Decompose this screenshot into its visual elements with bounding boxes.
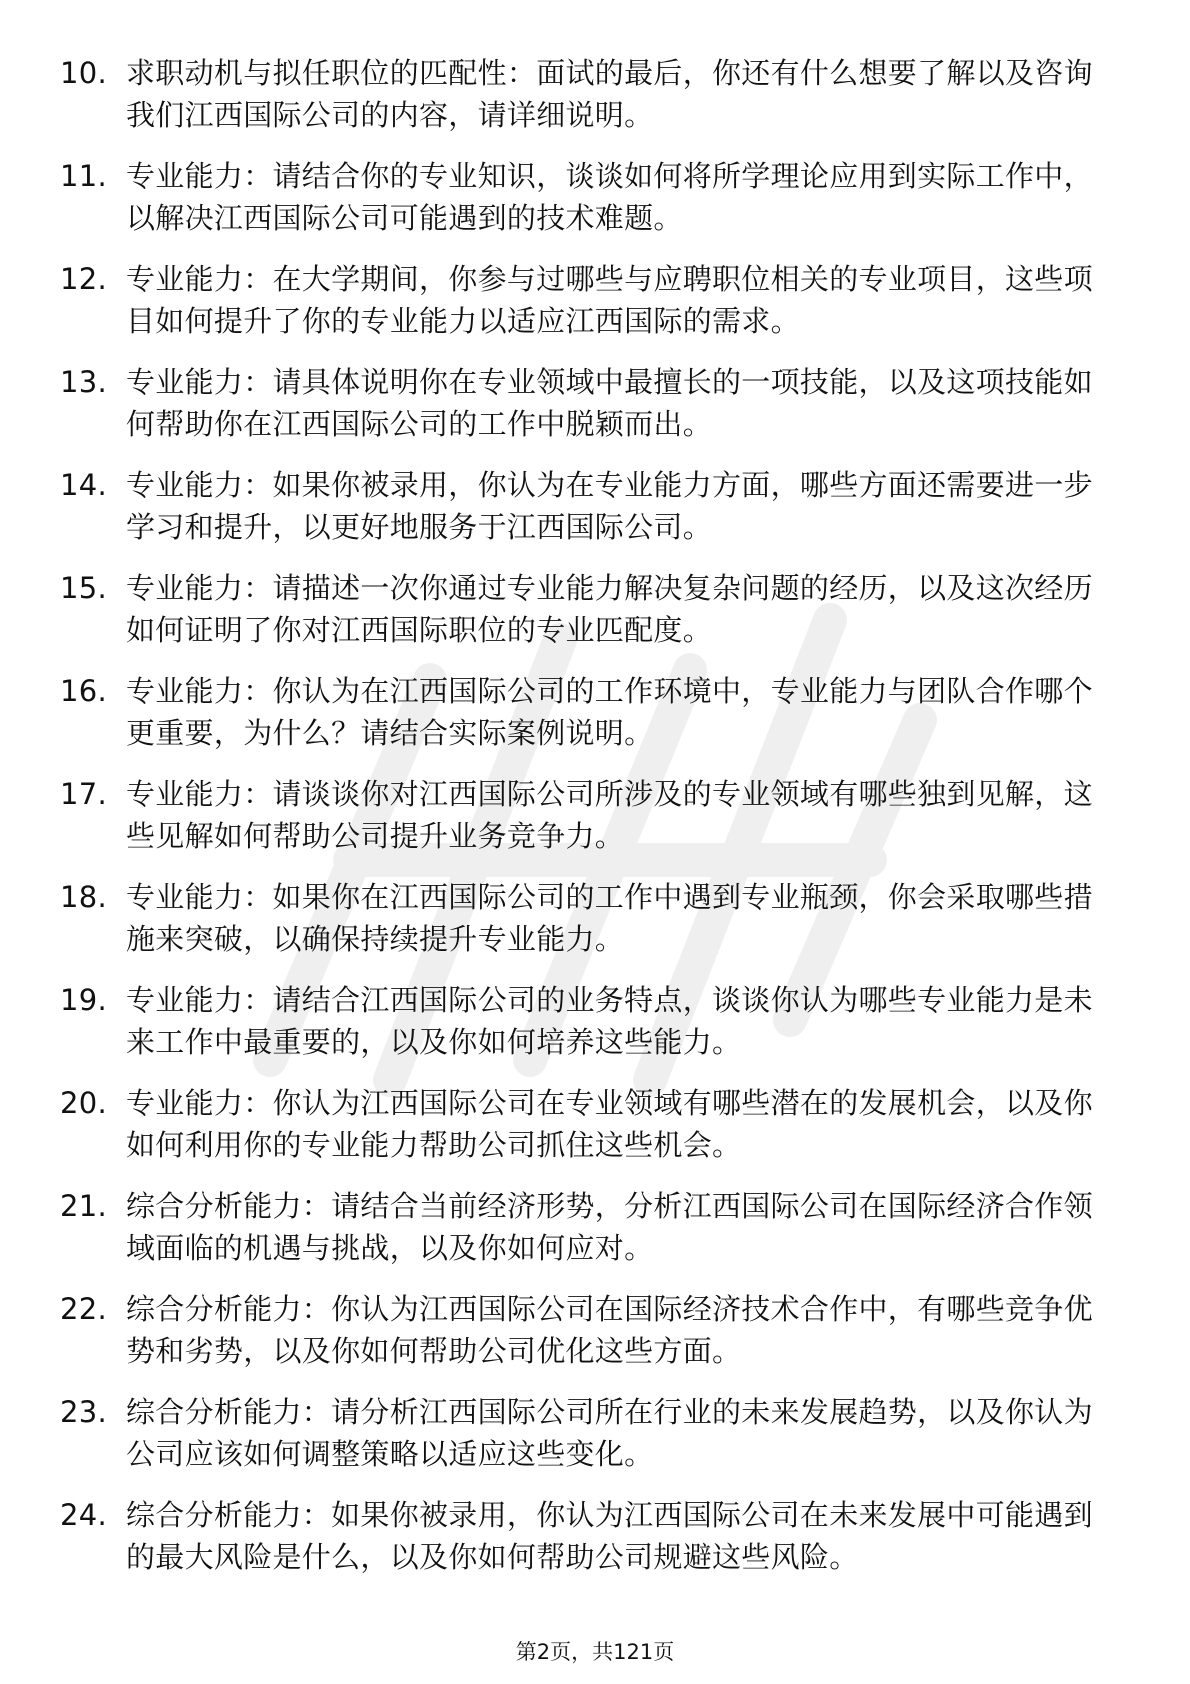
question-text: 专业能力：请结合江西国际公司的业务特点，谈谈你认为哪些专业能力是未来工作中最重要的，以及你如何培养这些能力。 <box>126 983 1093 1059</box>
question-item <box>60 1391 1110 1475</box>
question-text: 专业能力：请描述一次你通过专业能力解决复杂问题的经历，以及这次经历如何证明了你对江西国际职位的专业匹配度。 <box>126 571 1093 647</box>
question-text: 综合分析能力：请结合当前经济形势，分析江西国际公司在国际经济合作领域面临的机遇与挑战，以及你如何应对。 <box>126 1189 1093 1265</box>
question-item <box>60 1185 1110 1269</box>
question-text: 专业能力：请结合你的专业知识，谈谈如何将所学理论应用到实际工作中，以解决江西国际公司可能遇到的技术难题。 <box>126 159 1093 235</box>
question-number: 18. <box>60 880 108 914</box>
question-text: 求职动机与拟任职位的匹配性：面试的最后，你还有什么想要了解以及咨询我们江西国际公司的内容，请详细说明。 <box>126 56 1093 132</box>
question-number: 17. <box>60 777 108 811</box>
question-number: 20. <box>60 1086 108 1120</box>
question-number: 16. <box>60 674 108 708</box>
question-number: 24. <box>60 1498 108 1532</box>
question-text: 专业能力：请具体说明你在专业领域中最擅长的一项技能，以及这项技能如何帮助你在江西国际公司的工作中脱颖而出。 <box>126 365 1093 441</box>
question-text: 综合分析能力：你认为江西国际公司在国际经济技术合作中，有哪些竞争优势和劣势，以及你如何帮助公司优化这些方面。 <box>126 1292 1093 1368</box>
question-number: 12. <box>60 262 108 296</box>
question-number: 19. <box>60 983 108 1017</box>
page-footer <box>0 1636 1190 1666</box>
question-item <box>60 670 1110 754</box>
question-item <box>60 1494 1110 1578</box>
question-item <box>60 258 1110 342</box>
question-number: 15. <box>60 571 108 605</box>
question-item <box>60 979 1110 1063</box>
question-number: 13. <box>60 365 108 399</box>
question-text: 综合分析能力：如果你被录用，你认为江西国际公司在未来发展中可能遇到的最大风险是什么，以及你如何帮助公司规避这些风险。 <box>126 1498 1093 1574</box>
question-item <box>60 52 1110 136</box>
question-number: 23. <box>60 1395 108 1429</box>
question-number: 11. <box>60 159 108 193</box>
question-item <box>60 567 1110 651</box>
page-number-label: 第2页，共121页 <box>515 1640 675 1664</box>
question-item <box>60 876 1110 960</box>
question-item <box>60 464 1110 548</box>
question-text: 专业能力：在大学期间，你参与过哪些与应聘职位相关的专业项目，这些项目如何提升了你的专业能力以适应江西国际的需求。 <box>126 262 1093 338</box>
question-item <box>60 773 1110 857</box>
question-number: 10. <box>60 56 108 90</box>
question-text: 专业能力：如果你在江西国际公司的工作中遇到专业瓶颈，你会采取哪些措施来突破，以确保持续提升专业能力。 <box>126 880 1093 956</box>
question-text: 综合分析能力：请分析江西国际公司所在行业的未来发展趋势，以及你认为公司应该如何调整策略以适应这些变化。 <box>126 1395 1093 1471</box>
question-number: 14. <box>60 468 108 502</box>
question-text: 专业能力：你认为在江西国际公司的工作环境中，专业能力与团队合作哪个更重要，为什么？请结合实际案例说明。 <box>126 674 1093 750</box>
question-item <box>60 1288 1110 1372</box>
question-text: 专业能力：你认为江西国际公司在专业领域有哪些潜在的发展机会，以及你如何利用你的专业能力帮助公司抓住这些机会。 <box>126 1086 1093 1162</box>
question-text: 专业能力：请谈谈你对江西国际公司所涉及的专业领域有哪些独到见解，这些见解如何帮助公司提升业务竞争力。 <box>126 777 1093 853</box>
question-text: 专业能力：如果你被录用，你认为在专业能力方面，哪些方面还需要进一步学习和提升，以更好地服务于江西国际公司。 <box>126 468 1093 544</box>
question-number: 22. <box>60 1292 108 1326</box>
question-item <box>60 155 1110 239</box>
question-list <box>60 52 1110 1597</box>
question-item <box>60 1082 1110 1166</box>
question-item <box>60 361 1110 445</box>
question-number: 21. <box>60 1189 108 1223</box>
